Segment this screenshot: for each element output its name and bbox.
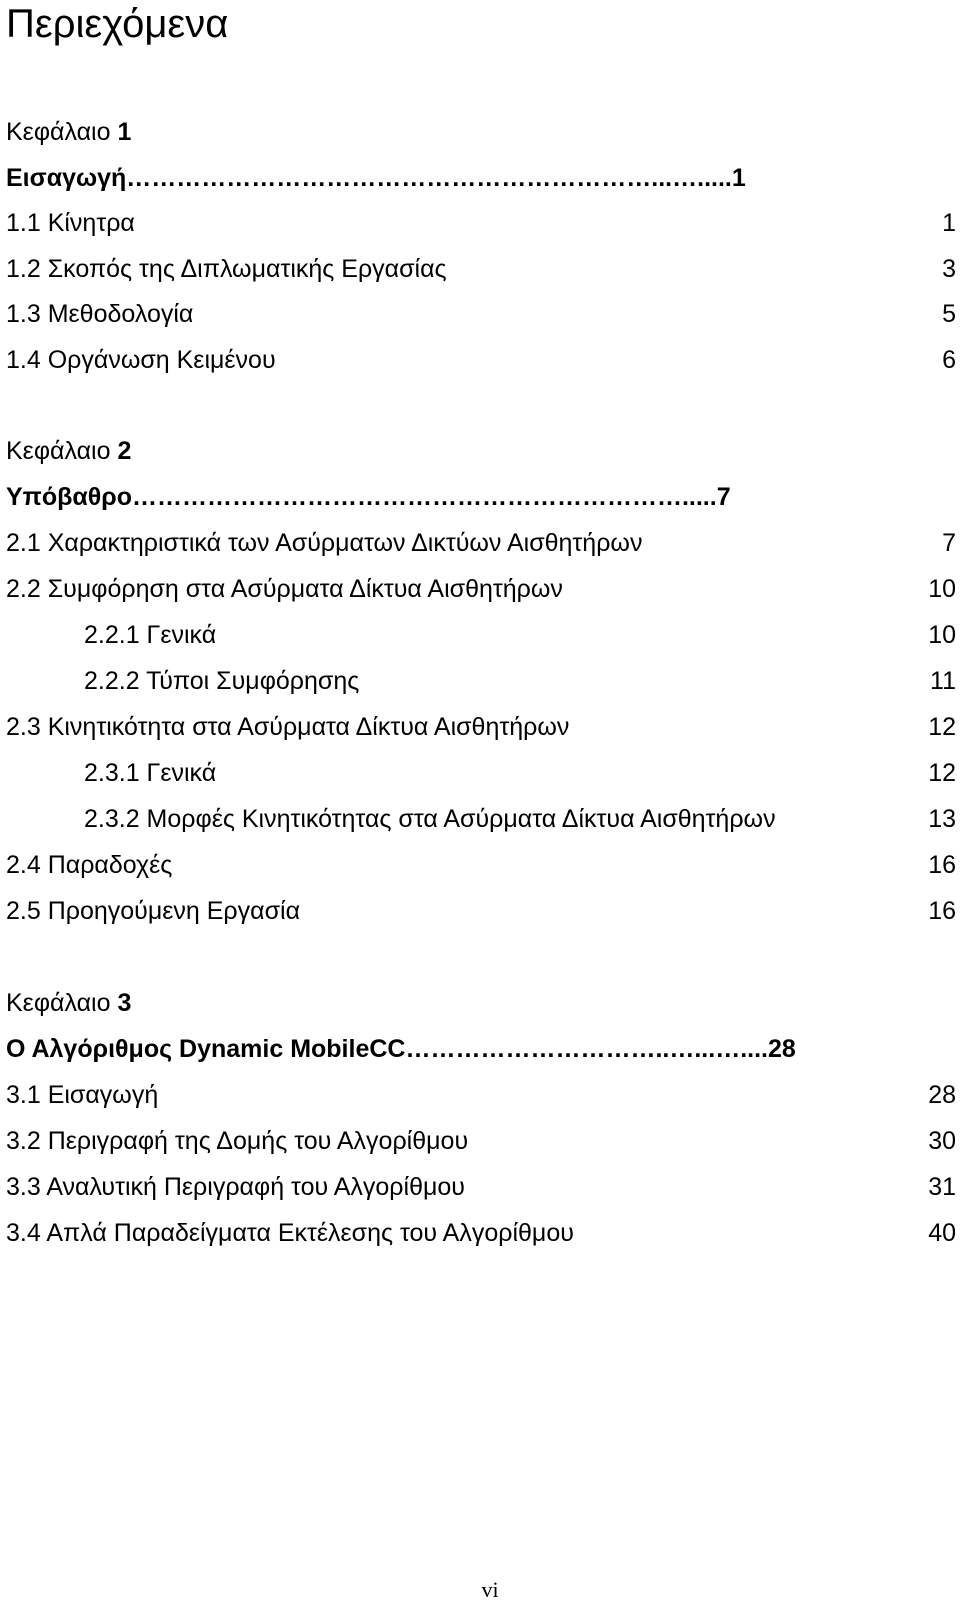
entry-title: 3.2 Περιγραφή της Δομής του Αλγορίθμου	[6, 1127, 469, 1155]
entry-title: 2.2 Συμφόρηση στα Ασύρματα Δίκτυα Αισθητήρων	[6, 575, 563, 603]
entry-page: 30	[928, 1127, 956, 1155]
entry-page: 31	[928, 1173, 956, 1201]
toc-entry[interactable]	[6, 575, 956, 603]
toc-entry[interactable]	[6, 346, 956, 374]
toc-entry[interactable]	[6, 529, 956, 557]
entry-page: 16	[928, 897, 956, 925]
toc-entry[interactable]	[6, 255, 956, 283]
page-title: Περιεχόμενα	[6, 2, 229, 46]
chapter-heading: Εισαγωγή………………………………………………………...….....1	[6, 164, 746, 192]
toc-entry[interactable]	[6, 209, 956, 237]
entry-title: 1.1 Κίνητρα	[6, 209, 135, 237]
chapter-label: Κεφάλαιο 3	[6, 989, 132, 1017]
entry-title: 3.3 Αναλυτική Περιγραφή του Αλγορίθμου	[6, 1173, 465, 1201]
toc-subentry[interactable]	[6, 805, 956, 833]
entry-title: 1.3 Μεθοδολογία	[6, 300, 194, 328]
chapter-2-label	[6, 437, 956, 465]
entry-title: 2.1 Χαρακτηριστικά των Ασύρματων Δικτύων Αισθητήρων	[6, 529, 643, 557]
chapter-heading: Υπόβαθρο………………………………………………………….....7	[6, 483, 731, 511]
toc-entry[interactable]	[6, 1127, 956, 1155]
entry-page: 13	[928, 805, 956, 833]
entry-page: 28	[928, 1081, 956, 1109]
page-number: vi	[481, 1577, 499, 1602]
entry-title: 1.2 Σκοπός της Διπλωματικής Εργασίας	[6, 255, 447, 283]
entry-page: 10	[928, 621, 956, 649]
chapter-1-label	[6, 118, 956, 146]
entry-page: 7	[942, 529, 956, 557]
chapter-label: Κεφάλαιο 2	[6, 437, 132, 465]
entry-title: 2.3.1 Γενικά	[84, 759, 217, 787]
entry-page: 10	[928, 575, 956, 603]
toc-entry[interactable]	[6, 851, 956, 879]
toc-entry[interactable]	[6, 300, 956, 328]
toc-entry[interactable]	[6, 1081, 956, 1109]
entry-page: 6	[942, 346, 956, 374]
toc-entry[interactable]	[6, 897, 956, 925]
entry-page: 12	[928, 759, 956, 787]
chapter-3-label	[6, 989, 956, 1017]
chapter-heading: Ο Αλγόριθμος Dynamic MobileCC…………………………..…...…....28	[6, 1035, 796, 1063]
chapter-2-heading[interactable]	[6, 483, 956, 511]
entry-title: 2.4 Παραδοχές	[6, 851, 173, 879]
toc-subentry[interactable]	[6, 759, 956, 787]
entry-title: 2.3 Κινητικότητα στα Ασύρματα Δίκτυα Αισθητήρων	[6, 713, 570, 741]
chapter-3-heading[interactable]	[6, 1035, 956, 1063]
entry-page: 16	[928, 851, 956, 879]
entry-page: 1	[942, 209, 956, 237]
entry-title: 2.2.1 Γενικά	[84, 621, 217, 649]
chapter-1-heading[interactable]	[6, 164, 956, 192]
chapter-label: Κεφάλαιο 1	[6, 118, 132, 146]
toc-entry[interactable]	[6, 1173, 956, 1201]
entry-title: 1.4 Οργάνωση Κειμένου	[6, 346, 276, 374]
entry-page: 5	[942, 300, 956, 328]
entry-title: 2.3.2 Μορφές Κινητικότητας στα Ασύρματα Δίκτυα Αισθητήρων	[84, 805, 776, 833]
toc-entry[interactable]	[6, 713, 956, 741]
entry-page: 12	[928, 713, 956, 741]
toc-subentry[interactable]	[6, 621, 956, 649]
entry-title: 2.5 Προηγούμενη Εργασία	[6, 897, 301, 925]
entry-page: 40	[928, 1219, 956, 1247]
toc-subentry[interactable]	[6, 667, 956, 695]
entry-title: 3.4 Απλά Παραδείγματα Εκτέλεσης του Αλγορίθμου	[6, 1219, 574, 1247]
entry-title: 2.2.2 Τύποι Συμφόρησης	[84, 667, 360, 695]
entry-title: 3.1 Εισαγωγή	[6, 1081, 159, 1109]
entry-page: 3	[942, 255, 956, 283]
entry-page: 11	[930, 667, 956, 695]
toc-entry[interactable]	[6, 1219, 956, 1247]
